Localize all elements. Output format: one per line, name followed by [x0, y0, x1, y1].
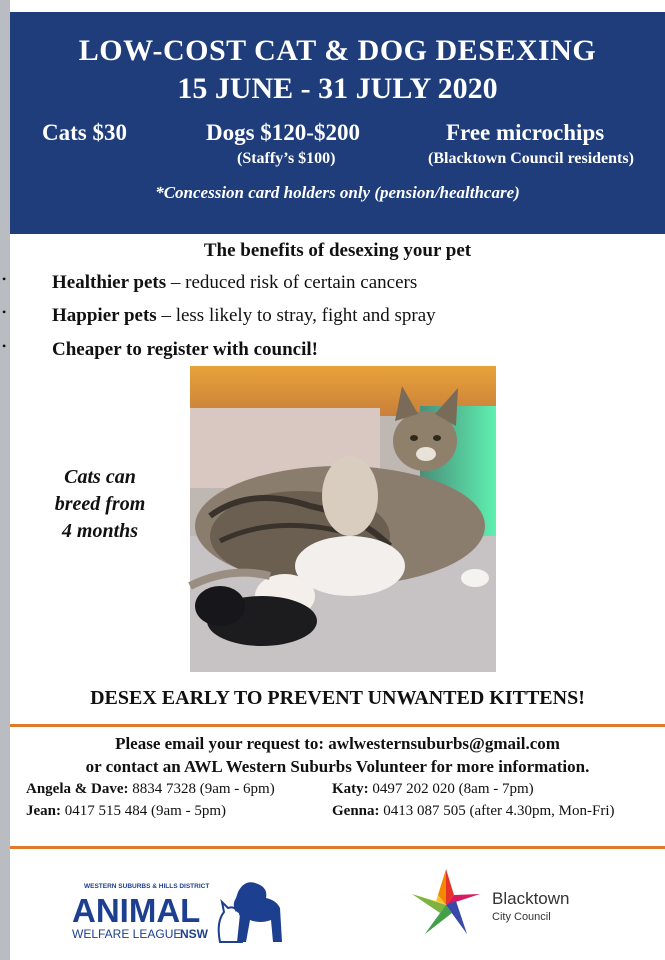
- concession-note: *Concession card holders only (pension/healthcare): [155, 183, 520, 202]
- volunteer-name: Katy:: [332, 781, 369, 797]
- breed-note-line: 4 months: [61, 520, 139, 542]
- title-line-2: 15 JUNE - 31 JULY 2020: [177, 72, 498, 105]
- volunteer-phone: 0497 202 020 (8am - 7pm): [368, 781, 534, 797]
- call-to-action: DESEX EARLY TO PREVENT UNWANTED KITTENS!: [90, 687, 585, 709]
- volunteer-contact: [332, 781, 534, 798]
- star-icon: [412, 869, 480, 934]
- breed-note-line: Cats can: [64, 466, 136, 488]
- title-line-1: LOW-COST CAT & DOG DESEXING: [78, 34, 597, 67]
- bullet-icon: •: [2, 339, 7, 353]
- microchips-note: (Blacktown Council residents): [428, 150, 634, 167]
- benefits-title: The benefits of desexing your pet: [203, 240, 472, 261]
- benefit-bold: Healthier pets: [52, 272, 167, 293]
- logo-text: ANIMAL: [72, 892, 201, 929]
- volunteer-contact: [26, 803, 226, 820]
- benefit-text: – less likely to stray, fight and spray: [156, 305, 436, 326]
- benefit-bold: Happier pets: [52, 305, 157, 326]
- benefit-bold: Cheaper to register with council!: [52, 339, 318, 360]
- email-request-line: Please email your request to: awlwesternsuburbs@gmail.com: [115, 734, 560, 753]
- volunteer-name: Jean:: [26, 803, 61, 819]
- volunteer-contact-line: or contact an AWL Western Suburbs Volunteer for more information.: [85, 757, 590, 776]
- dogs-price: Dogs $120-$200: [206, 120, 360, 145]
- divider: [10, 846, 665, 849]
- cat-and-kittens-photo: [190, 366, 496, 672]
- volunteer-phone: 8834 7328 (9am - 6pm): [128, 781, 275, 797]
- cats-price: Cats $30: [42, 120, 127, 145]
- breed-note-line: breed from: [54, 493, 146, 515]
- logo-text: City Council: [492, 911, 551, 923]
- microchips-offer: Free microchips: [446, 120, 605, 145]
- animal-welfare-league-logo: [70, 878, 310, 948]
- benefit-item: [2, 339, 318, 361]
- volunteer-contact: [26, 781, 275, 798]
- benefit-item: [2, 305, 436, 327]
- volunteer-name: Genna:: [332, 803, 380, 819]
- logo-text: NSW: [180, 927, 208, 941]
- logo-text: WESTERN SUBURBS & HILLS DISTRICT: [84, 883, 210, 890]
- flyer-page: [2, 0, 665, 960]
- divider: [10, 724, 665, 727]
- volunteer-contact: [332, 803, 614, 820]
- bullet-icon: •: [2, 272, 7, 286]
- bullet-icon: •: [2, 305, 7, 319]
- volunteer-name: Angela & Dave:: [26, 781, 129, 797]
- volunteer-phone: 0417 515 484 (9am - 5pm): [61, 803, 226, 819]
- blacktown-city-council-logo: [408, 866, 608, 944]
- volunteer-phone: 0413 087 505 (after 4.30pm, Mon-Fri): [379, 803, 615, 819]
- benefit-item: [2, 272, 418, 294]
- breed-age-note: [40, 464, 160, 545]
- benefit-text: – reduced risk of certain cancers: [166, 272, 418, 293]
- header-banner: [10, 12, 665, 234]
- logo-text: Blacktown: [492, 889, 570, 908]
- logo-text: WELFARE LEAGUE: [72, 927, 182, 941]
- dogs-price-note: (Staffy’s $100): [237, 150, 336, 167]
- dog-and-cat-icon: [219, 882, 282, 942]
